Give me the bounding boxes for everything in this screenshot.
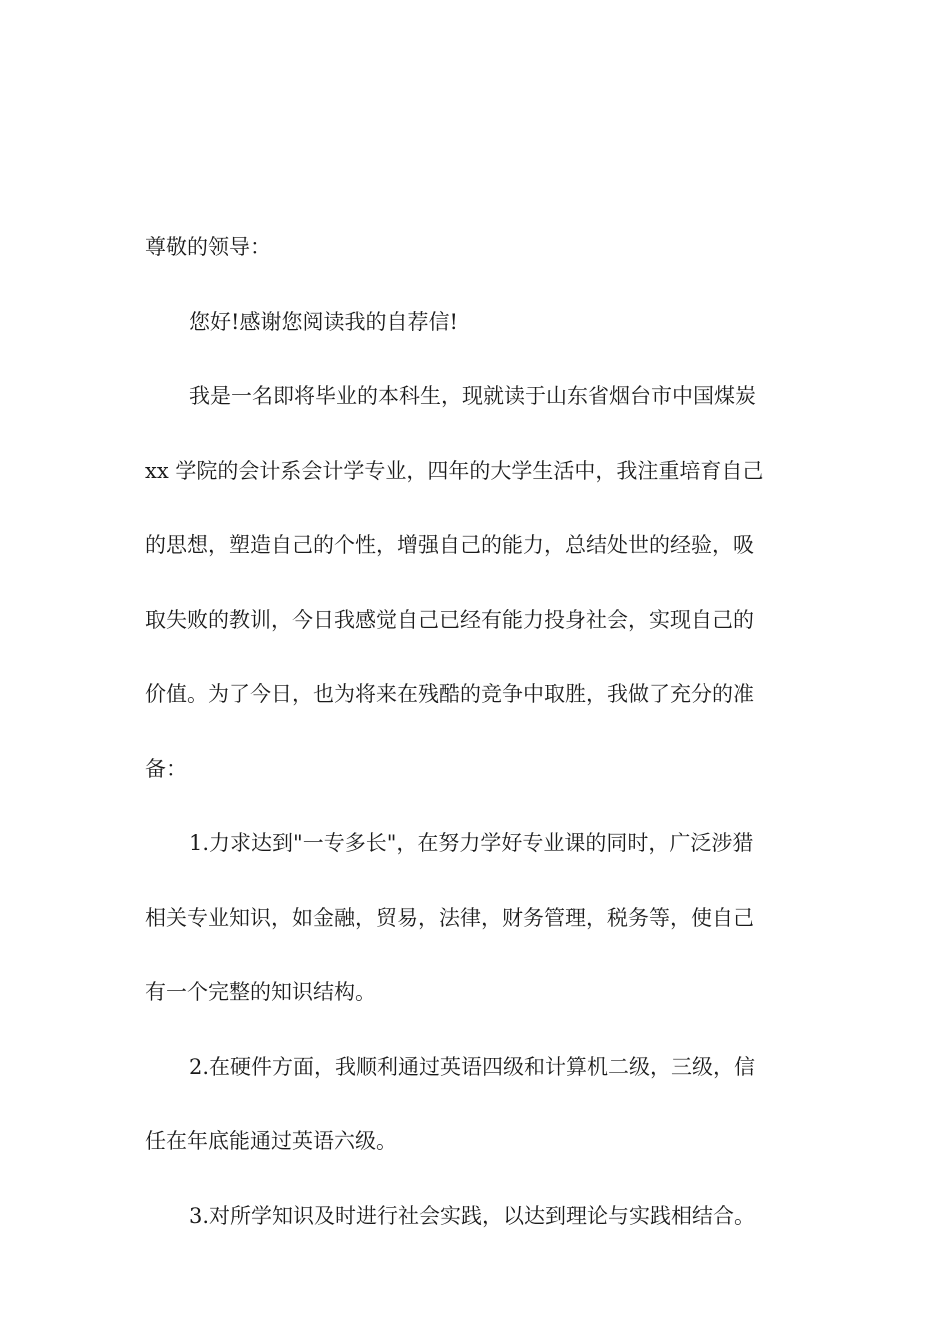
item3-line: 3.对所学知识及时进行社会实践，以达到理论与实践相结合。 <box>189 1203 756 1228</box>
intro-line: 的思想，塑造自己的个性，增强自己的能力，总结处世的经验，吸 <box>145 533 754 557</box>
greeting: 您好!感谢您阅读我的自荐信! <box>189 309 458 334</box>
intro-line: 备： <box>145 756 187 781</box>
item2-line: 2.在硬件方面，我顺利通过英语四级和计算机二级，三级，信 <box>189 1054 756 1079</box>
item1-line: 有一个完整的知识结构。 <box>145 980 376 1004</box>
intro-line: xx 学院的会计系会计学专业，四年的大学生活中，我注重培育自己 <box>145 458 764 483</box>
intro-line: 取失败的教训，今日我感觉自己已经有能力投身社会，实现自己的 <box>145 607 754 632</box>
item1-line: 1.力求达到"一专多长"，在努力学好专业课的同时，广泛涉猎 <box>189 831 754 855</box>
list-item-1 <box>145 806 810 1030</box>
item2-line: 任在年底能通过英语六级。 <box>145 1129 397 1153</box>
letter-body <box>145 210 810 1253</box>
intro-line: 价值。为了今日，也为将来在残酷的竞争中取胜，我做了充分的准 <box>145 682 754 706</box>
intro-paragraph <box>145 359 810 806</box>
list-item-2 <box>145 1030 810 1179</box>
intro-line: 我是一名即将毕业的本科生，现就读于山东省烟台市中国煤炭 <box>189 384 756 408</box>
salutation: 尊敬的领导： <box>145 235 271 259</box>
item1-line: 相关专业知识，如金融，贸易，法律，财务管理，税务等，使自己 <box>145 905 754 930</box>
list-item-3 <box>145 1179 810 1254</box>
